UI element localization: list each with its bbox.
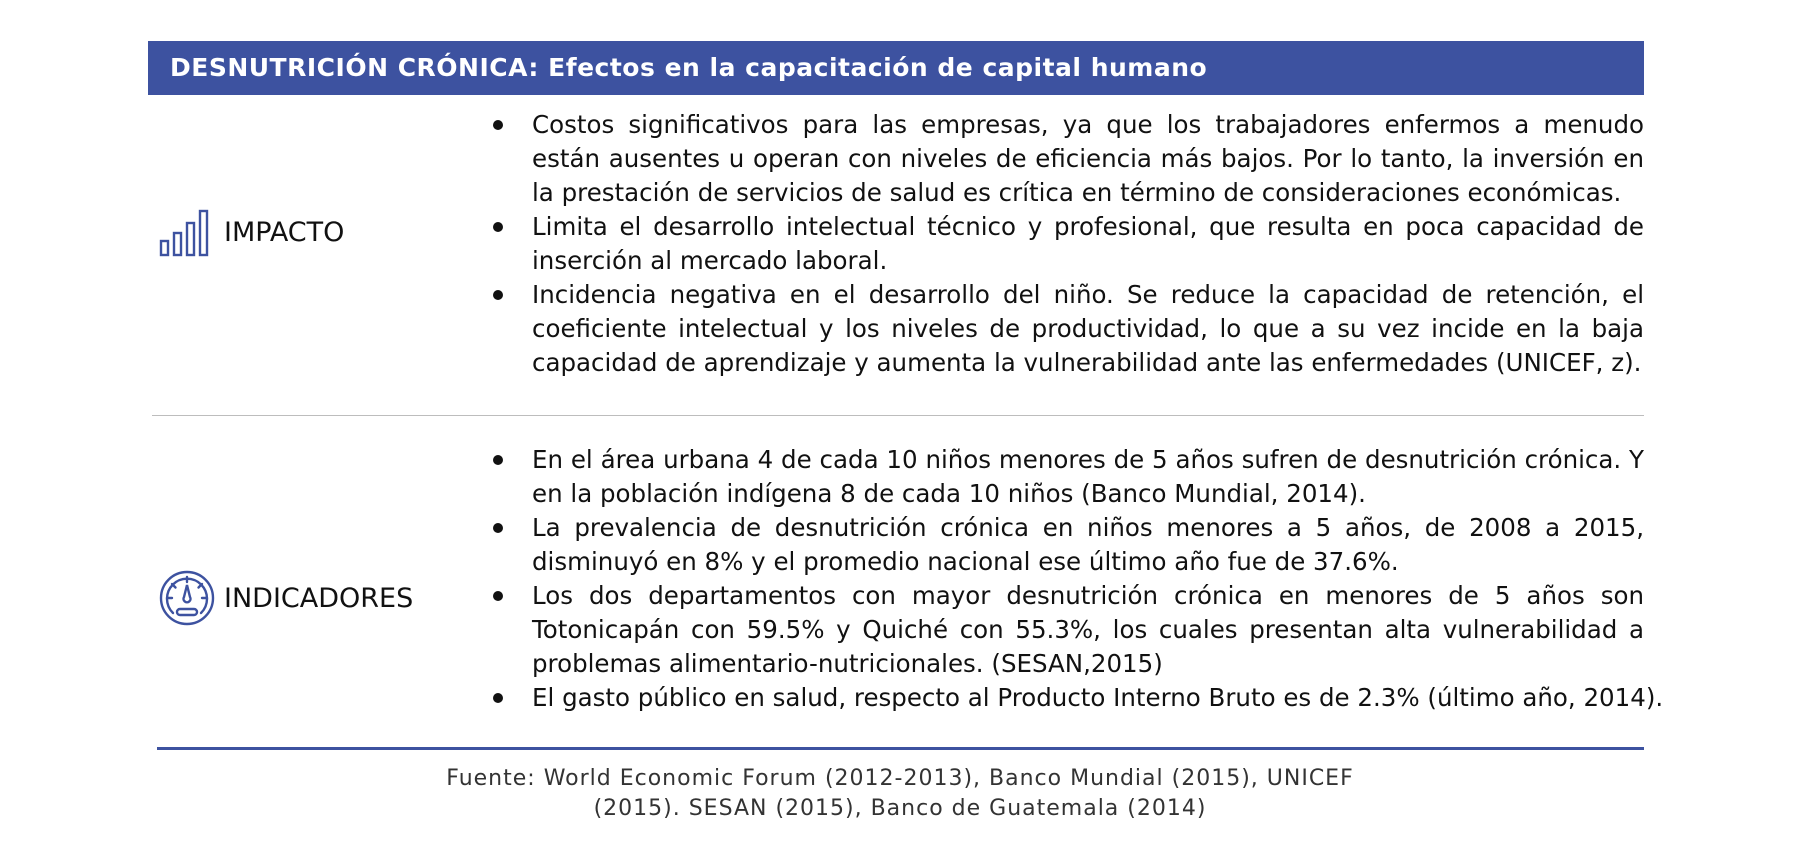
impact-bullet: Limita el desarrollo intelectual técnico y profesional, que resulta en poca capacidad de inserción al mercado laboral. <box>490 210 1644 278</box>
impact-bullet: Costos significativos para las empresas, ya que los trabajadores enfermos a menudo están ausentes u operan con niveles de eficiencia más bajos. Por lo tanto, la inversión en la prestación de servicios de salud es crítica en término de consideraciones económicas. <box>490 108 1644 210</box>
indicators-label: INDICADORES <box>224 582 414 614</box>
indicator-bullet: La prevalencia de desnutrición crónica en niños menores a 5 años, de 2008 a 2015, disminuyó en 8% y el promedio nacional ese último año fue de 37.6%. <box>490 511 1644 579</box>
impact-label-group <box>158 203 344 261</box>
indicator-bullet: En el área urbana 4 de cada 10 niños menores de 5 años sufren de desnutrición crónica. Y en la población indígena 8 de cada 10 niños (Banco Mundial, 2014). <box>490 443 1644 511</box>
impact-bullet-list <box>490 108 1644 380</box>
indicator-bullet: El gasto público en salud, respecto al Producto Interno Bruto es de 2.3% (último año, 2014). <box>490 681 1644 715</box>
bar-chart-icon <box>158 203 216 261</box>
indicator-bullet: Los dos departamentos con mayor desnutrición crónica en menores de 5 años son Totonicapán con 59.5% y Quiché con 55.3%, los cuales presentan alta vulnerabilidad a problemas alimentario-nutricionales. (SESAN,2015) <box>490 579 1644 681</box>
footer-divider <box>157 747 1644 750</box>
impact-bullet: Incidencia negativa en el desarrollo del niño. Se reduce la capacidad de retención, el coeficiente intelectual y los niveles de productividad, lo que a su vez incide en la baja capacidad de aprendizaje y aumenta la vulnerabilidad ante las enfermedades (UNICEF, z). <box>490 278 1644 380</box>
indicators-label-group <box>158 569 413 627</box>
source-line-1: Fuente: World Economic Forum (2012-2013), Banco Mundial (2015), UNICEF <box>446 766 1354 791</box>
source-note <box>400 764 1400 824</box>
gauge-icon <box>158 569 216 627</box>
section-divider <box>152 415 1644 416</box>
impact-label: IMPACTO <box>224 216 345 248</box>
source-line-2: (2015). SESAN (2015), Banco de Guatemala (2014) <box>593 796 1207 821</box>
indicators-bullet-list <box>490 443 1664 715</box>
header-title: DESNUTRICIÓN CRÓNICA: Efectos en la capacitación de capital humano <box>148 41 1644 95</box>
